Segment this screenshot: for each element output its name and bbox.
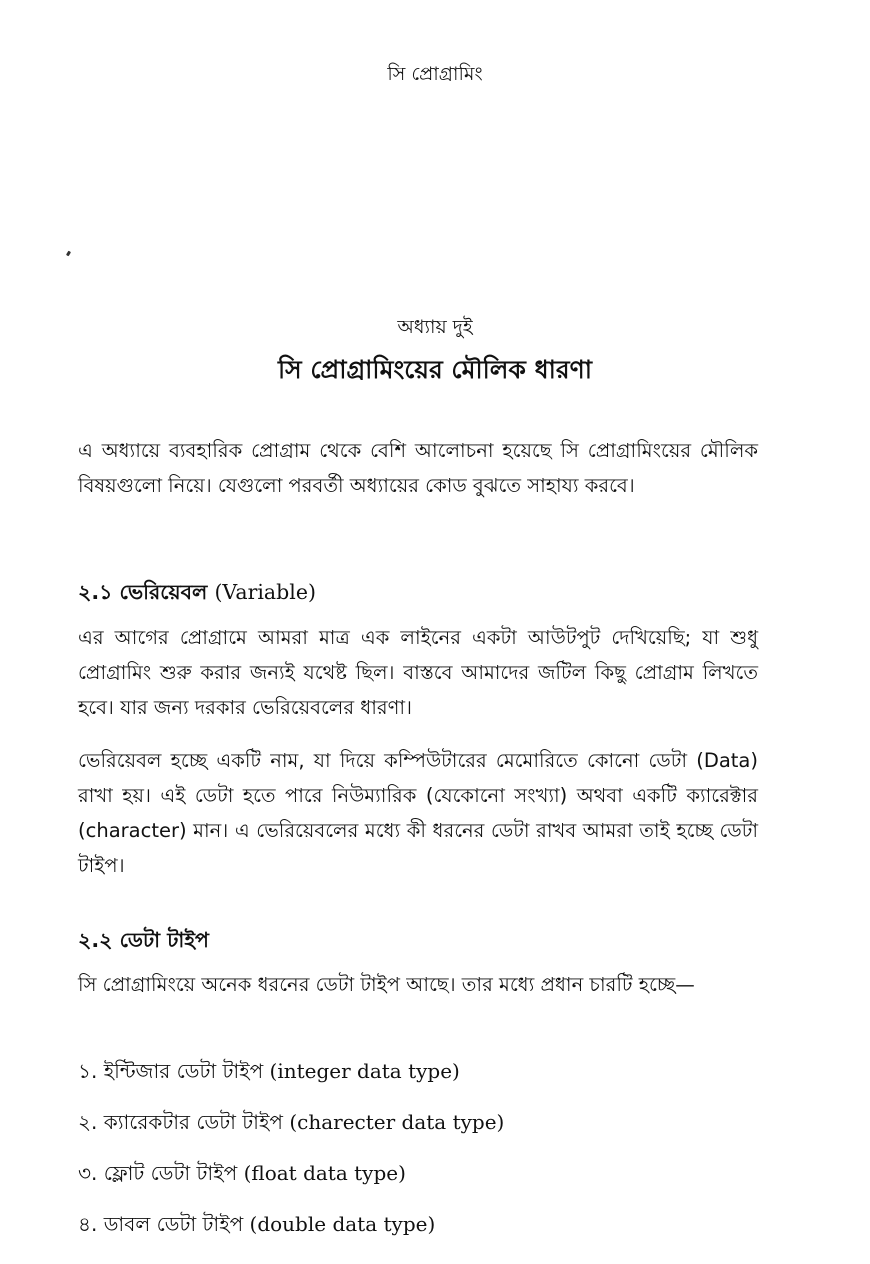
list-item-en: (integer data type) (269, 1059, 460, 1083)
section-heading-2-1-en: (Variable) (214, 580, 316, 604)
list-item-bn: ৩. ফ্লোট ডেটা টাইপ (78, 1161, 238, 1185)
section-heading-2-2: ২.২ ডেটা টাইপ (78, 928, 209, 952)
list-item-bn: ৪. ডাবল ডেটা টাইপ (78, 1212, 244, 1236)
running-head: সি প্রোগ্রামিং (387, 63, 483, 85)
list-item-en: (float data type) (243, 1161, 406, 1185)
list-item-bn: ১. ইন্টিজার ডেটা টাইপ (78, 1059, 264, 1083)
intro-paragraph: এ অধ্যায়ে ব্যবহারিক প্রোগ্রাম থেকে বেশি আলোচনা হয়েছে সি প্রোগ্রামিংয়ের মৌলিক বিষয়গুলো নিয়ে। যেগুলো পরবর্তী অধ্যায়ের কোড বুঝতে সাহায্য করবে। (78, 439, 758, 497)
chapter-title: সি প্রোগ্রামিংয়ের মৌলিক ধারণা (278, 355, 592, 384)
list-item-bn: ২. ক্যারেকটার ডেটা টাইপ (78, 1110, 283, 1134)
list-item (78, 1057, 460, 1090)
ink-speck (66, 251, 71, 257)
list-item-en: (charecter data type) (289, 1110, 505, 1134)
chapter-label: অধ্যায় দুই (397, 316, 473, 338)
list-item (78, 1108, 504, 1141)
variable-paragraph-2: ভেরিয়েবল হচ্ছে একটি নাম, যা দিয়ে কম্পিউটারের মেমোরিতে কোনো ডেটা (Data) রাখা হয়। এই ডেটা হতে পারে নিউম্যারিক (যেকোনো সংখ্যা) অথবা একটি ক্যারেক্টার (character) মান। এ ভেরিয়েবলের মধ্যে কী ধরনের ডেটা রাখব আমরা তাই হচ্ছে ডেটা টাইপ। (78, 749, 758, 877)
list-item (78, 1210, 435, 1243)
list-item (78, 1159, 406, 1192)
list-item-en: (double data type) (249, 1212, 436, 1236)
datatype-paragraph: সি প্রোগ্রামিংয়ে অনেক ধরনের ডেটা টাইপ আছে। তার মধ্যে প্রধান চারটি হচ্ছে— (78, 973, 695, 996)
section-heading-2-1-bn: ২.১ ভেরিয়েবল (78, 580, 208, 604)
variable-paragraph-1: এর আগের প্রোগ্রামে আমরা মাত্র এক লাইনের একটা আউটপুট দেখিয়েছি; যা শুধু প্রোগ্রামিং শুরু করার জন্যই যথেষ্ট ছিল। বাস্তবে আমাদের জটিল কিছু প্রোগ্রাম লিখতে হবে। যার জন্য দরকার ভেরিয়েবলের ধারণা। (78, 626, 758, 719)
section-heading-2-1 (78, 577, 316, 611)
